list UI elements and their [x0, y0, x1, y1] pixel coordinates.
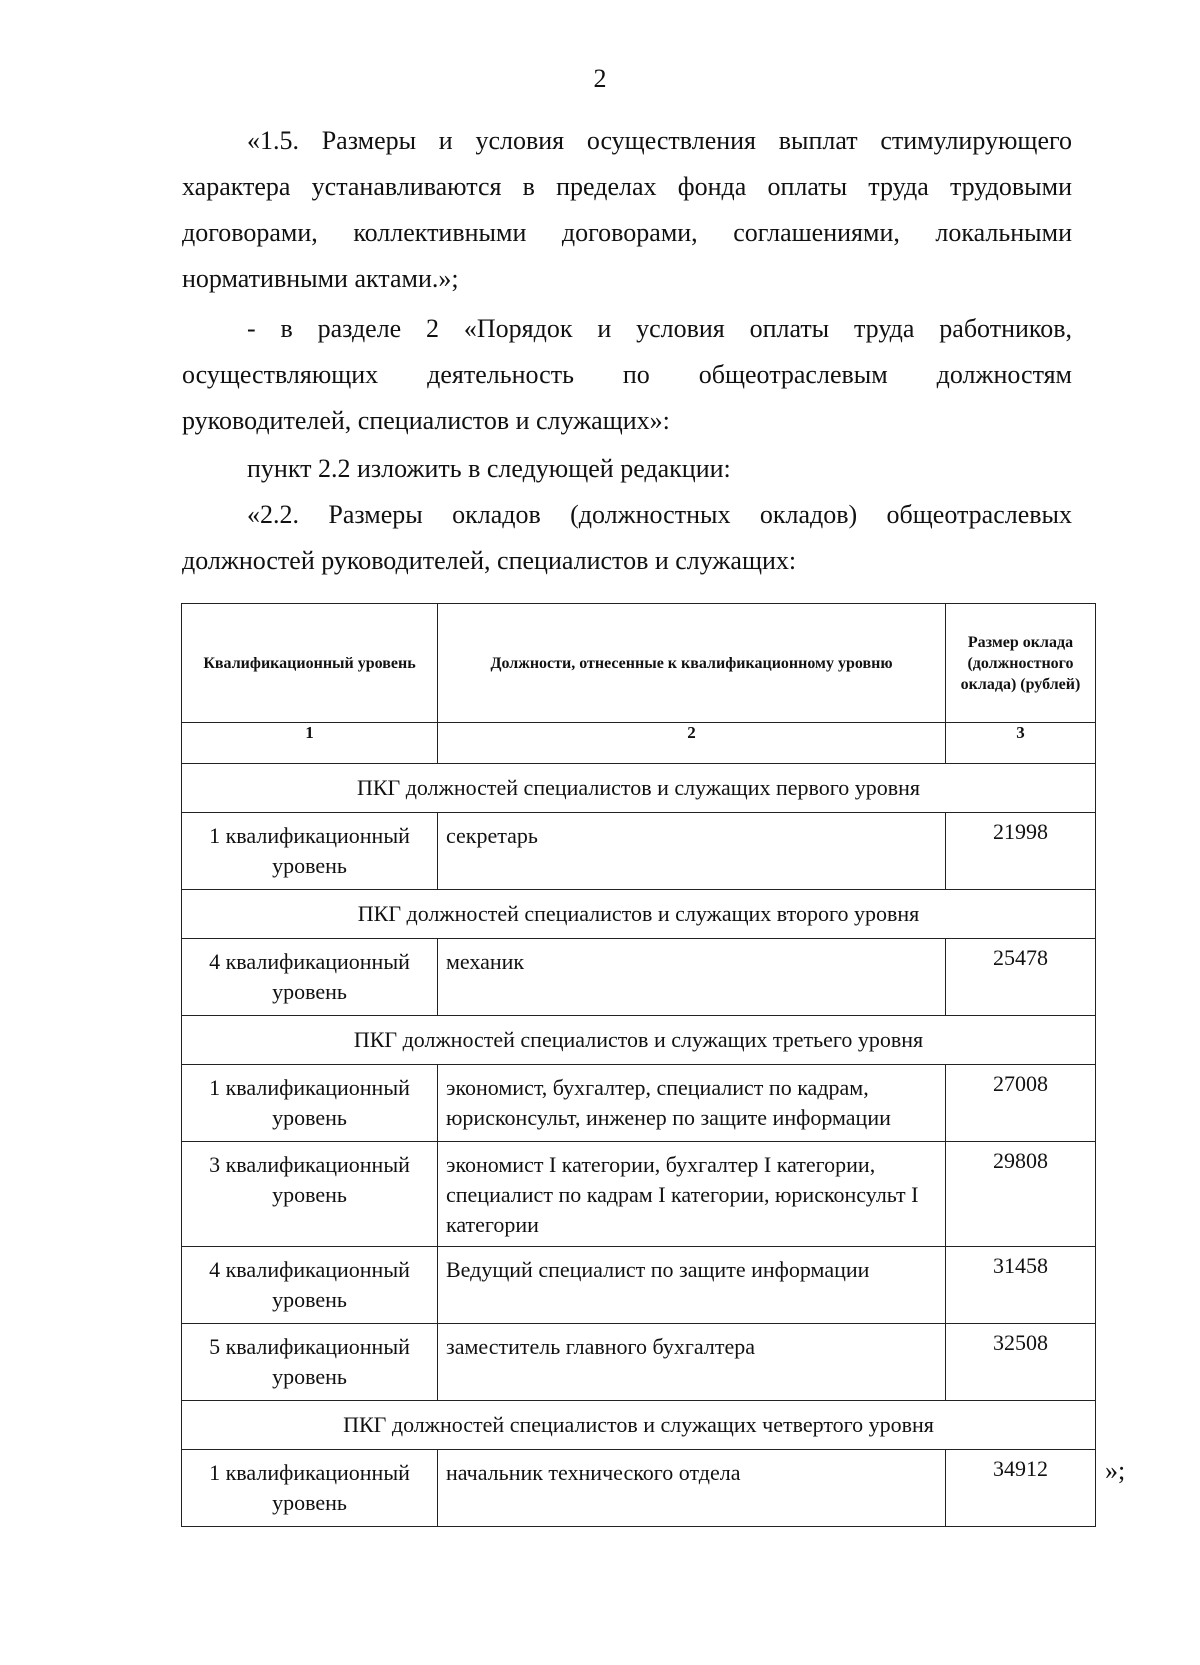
group-row: [182, 890, 1096, 939]
positions-cell: экономист I категории, бухгалтер I категории, специалист по кадрам I категории, юрисконсульт I категории: [438, 1142, 946, 1247]
salary-table: [181, 603, 1096, 1527]
table-row: [182, 1247, 1096, 1324]
group-row: [182, 1016, 1096, 1065]
paragraph-point-2-2: [182, 446, 1072, 492]
group-title: ПКГ должностей специалистов и служащих второго уровня: [182, 890, 1096, 939]
header-positions: Должности, отнесенные к квалификационному уровню: [438, 604, 946, 723]
positions-cell: секретарь: [438, 813, 946, 890]
level-cell: 1 квалификационный уровень: [182, 1065, 438, 1142]
salary-cell: 29808: [946, 1142, 1096, 1247]
column-number: 2: [438, 723, 946, 764]
salary-cell: 34912: [946, 1450, 1096, 1527]
text-line: нормативными актами.»;: [182, 264, 459, 293]
level-cell: 3 квалификационный уровень: [182, 1142, 438, 1247]
positions-cell: экономист, бухгалтер, специалист по кадрам, юрисконсульт, инженер по защите информации: [438, 1065, 946, 1142]
group-row: [182, 1401, 1096, 1450]
text-line: пункт 2.2 изложить в следующей редакции:: [247, 454, 731, 483]
positions-cell: заместитель главного бухгалтера: [438, 1324, 946, 1401]
level-cell: 4 квалификационный уровень: [182, 1247, 438, 1324]
text-line: «1.5. Размеры и условия осуществления выплат стимулирующего: [247, 126, 1072, 155]
text-line: характера устанавливаются в пределах фонда оплаты труда трудовыми: [182, 172, 1072, 201]
group-title: ПКГ должностей специалистов и служащих третьего уровня: [182, 1016, 1096, 1065]
table-row: [182, 939, 1096, 1016]
table-row: [182, 1142, 1096, 1247]
level-cell: 5 квалификационный уровень: [182, 1324, 438, 1401]
salary-cell: 27008: [946, 1065, 1096, 1142]
table-row: [182, 1065, 1096, 1142]
text-line: руководителей, специалистов и служащих»:: [182, 406, 670, 435]
text-line: должностей руководителей, специалистов и служащих:: [182, 546, 797, 575]
text-line: договорами, коллективными договорами, соглашениями, локальными: [182, 218, 1072, 247]
text-line: - в разделе 2 «Порядок и условия оплаты труда работников,: [247, 314, 1072, 343]
table-row: [182, 1450, 1096, 1527]
text-line: осуществляющих деятельность по общеотраслевым должностям: [182, 360, 1072, 389]
table-header-row: [182, 604, 1096, 723]
table-row: [182, 1324, 1096, 1401]
positions-cell: механик: [438, 939, 946, 1016]
positions-cell: Ведущий специалист по защите информации: [438, 1247, 946, 1324]
paragraph-1-5: [182, 118, 1072, 302]
level-cell: 1 квалификационный уровень: [182, 1450, 438, 1527]
salary-cell: 21998: [946, 813, 1096, 890]
group-title: ПКГ должностей специалистов и служащих четвертого уровня: [182, 1401, 1096, 1450]
level-cell: 1 квалификационный уровень: [182, 813, 438, 890]
column-number: 1: [182, 723, 438, 764]
header-salary: Размер оклада (должностного оклада) (рублей): [946, 604, 1096, 723]
salary-cell: 25478: [946, 939, 1096, 1016]
paragraph-2-2: [182, 492, 1072, 584]
table-row: [182, 813, 1096, 890]
salary-cell: 31458: [946, 1247, 1096, 1324]
group-title: ПКГ должностей специалистов и служащих первого уровня: [182, 764, 1096, 813]
header-level: Квалификационный уровень: [182, 604, 438, 723]
salary-cell: 32508: [946, 1324, 1096, 1401]
paragraph-section-2: [182, 306, 1072, 444]
group-row: [182, 764, 1096, 813]
positions-cell: начальник технического отдела: [438, 1450, 946, 1527]
column-number: 3: [946, 723, 1096, 764]
column-number-row: [182, 723, 1096, 764]
closing-quote: »;: [1105, 1456, 1126, 1485]
page-number: 2: [593, 64, 607, 93]
text-line: «2.2. Размеры окладов (должностных окладов) общеотраслевых: [247, 500, 1072, 529]
level-cell: 4 квалификационный уровень: [182, 939, 438, 1016]
